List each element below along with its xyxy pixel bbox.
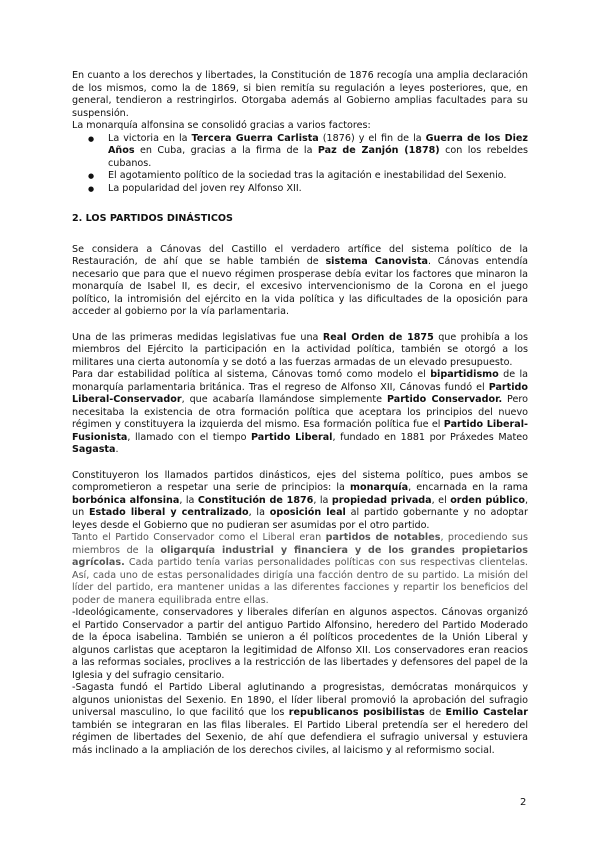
- paragraph-bipartidismo: Para dar estabilidad política al sistema, Cánovas tomó como modelo el bipartidismo de la monarquía parlamentaria británica. Tras el regreso de Alfonso XII, Cánovas fundó el Partido Liberal-Conservador, que acabaría llamándose simplemente Partido Conservador. Pero necesitaba la existencia de otra formación política que aceptara los principios del nuevo régimen y constituyera la izquierda del mismo. Esa formación política fue el Partido Liberal-Fusionista, llamado con el tiempo Partido Liberal, fundado en 1881 por Práxedes Mateo Sagasta.: [72, 369, 529, 455]
- paragraph-factores-intro: La monarquía alfonsina se consolidó gracias a varios factores:: [72, 120, 371, 131]
- paragraph-liberales: -Sagasta fundó el Partido Liberal aglutinando a progresistas, demócratas monárquicos y algunos unionistas del Sexenio. En 1890, el líder liberal promovió la aprobación del sufragio universal masculino, lo que facilitó que los republicanos posibilistas de Emilio Castelar también se integraran en las filas liberales. El Partido Liberal pretendía ser el heredero del régimen de libertades del Sexenio, de ahí que defendiera el sufragio universal y estuviera más inclinado a la ampliación de los derechos civiles, al laicismo y al reformismo social.: [72, 682, 528, 756]
- paragraph-canovas: Se considera a Cánovas del Castillo el verdadero artífice del sistema político de la Restauración, de ahí que se hable también de sistema Canovista. Cánovas entendía necesario que para que el nuevo régimen prosperase debía evitar los factores que minaron la monarquía de Isabel II, es decir, el excesivo intervencionismo de la Corona en el juego político, la intromisión del ejército en la vida política y las dificultades de la oposición para acceder al gobierno por la vía parlamentaria.: [72, 243, 528, 317]
- paragraph-notables: Tanto el Partido Conservador como el Liberal eran partidos de notables, procediendo sus miembros de la oligarquía industrial y financiera y de los grandes propietarios agrícolas. Cada partido tenía varias personalidades políticas con sus respectivas clientelas. Así, cada uno de estas personalidades dirigía una facción dentro de su partido. La misión del líder del partido, era mantener unidas a las diferentes facciones y repartir los beneficios del poder de manera equilibrada entre ellas.: [72, 532, 528, 606]
- paragraph-real-orden: Una de las primeras medidas legislativas fue una Real Orden de 1875 que prohibía a los miembros del Ejército la participación en la actividad política, también se otorgó a los militares una cierta autonomía y se dotó a las fuerzas armadas de un elevado presupuesto.: [72, 331, 528, 368]
- document-body: [72, 70, 528, 757]
- list-item: ● La popularidad del joven rey Alfonso XII.: [108, 183, 528, 196]
- list-item: ● El agotamiento político de la sociedad tras la agitación e inestabilidad del Sexenio.: [108, 170, 528, 183]
- factores-list: [72, 133, 528, 196]
- section-heading: 2. LOS PARTIDOS DINÁSTICOS: [72, 213, 233, 224]
- page-number: 2: [520, 797, 527, 808]
- list-item: ● La victoria en la Tercera Guerra Carlista (1876) y el fin de la Guerra de los Diez Años en Cuba, gracias a la firma de la Paz de Zanjón (1878) con los rebeldes cubanos.: [108, 133, 528, 171]
- paragraph-conservadores: -Ideológicamente, conservadores y liberales diferían en algunos aspectos. Cánovas organizó el Partido Conservador a partir del antiguo Partido Alfonsino, heredero del Partido Moderado de la época isabelina. También se unieron a él políticos procedentes de la Unión Liberal y algunos carlistas que aceptaron la legitimidad de Alfonso XII. Los conservadores eran reacios a las reformas sociales, proclives a la restricción de las libertades y defensores del papel de la Iglesia y del sufragio censitario.: [72, 607, 528, 681]
- paragraph-principios: Constituyeron los llamados partidos dinásticos, ejes del sistema político, pues ambos se comprometieron a respetar una serie de principios: la monarquía, encarnada en la rama borbónica alfonsina, la Constitución de 1876, la propiedad privada, el orden público, un Estado liberal y centralizado, la oposición leal al partido gobernante y no adoptar leyes desde el Gobierno que no pudieran ser asumidas por el otro partido.: [72, 469, 528, 531]
- paragraph-derechos: En cuanto a los derechos y libertades, la Constitución de 1876 recogía una amplia declaración de los mismos, como la de 1869, si bien remitía su regulación a leyes posteriores, que, en general, tendieron a restringirlos. Otorgaba además al Gobierno amplias facultades para su suspensión.: [72, 70, 528, 119]
